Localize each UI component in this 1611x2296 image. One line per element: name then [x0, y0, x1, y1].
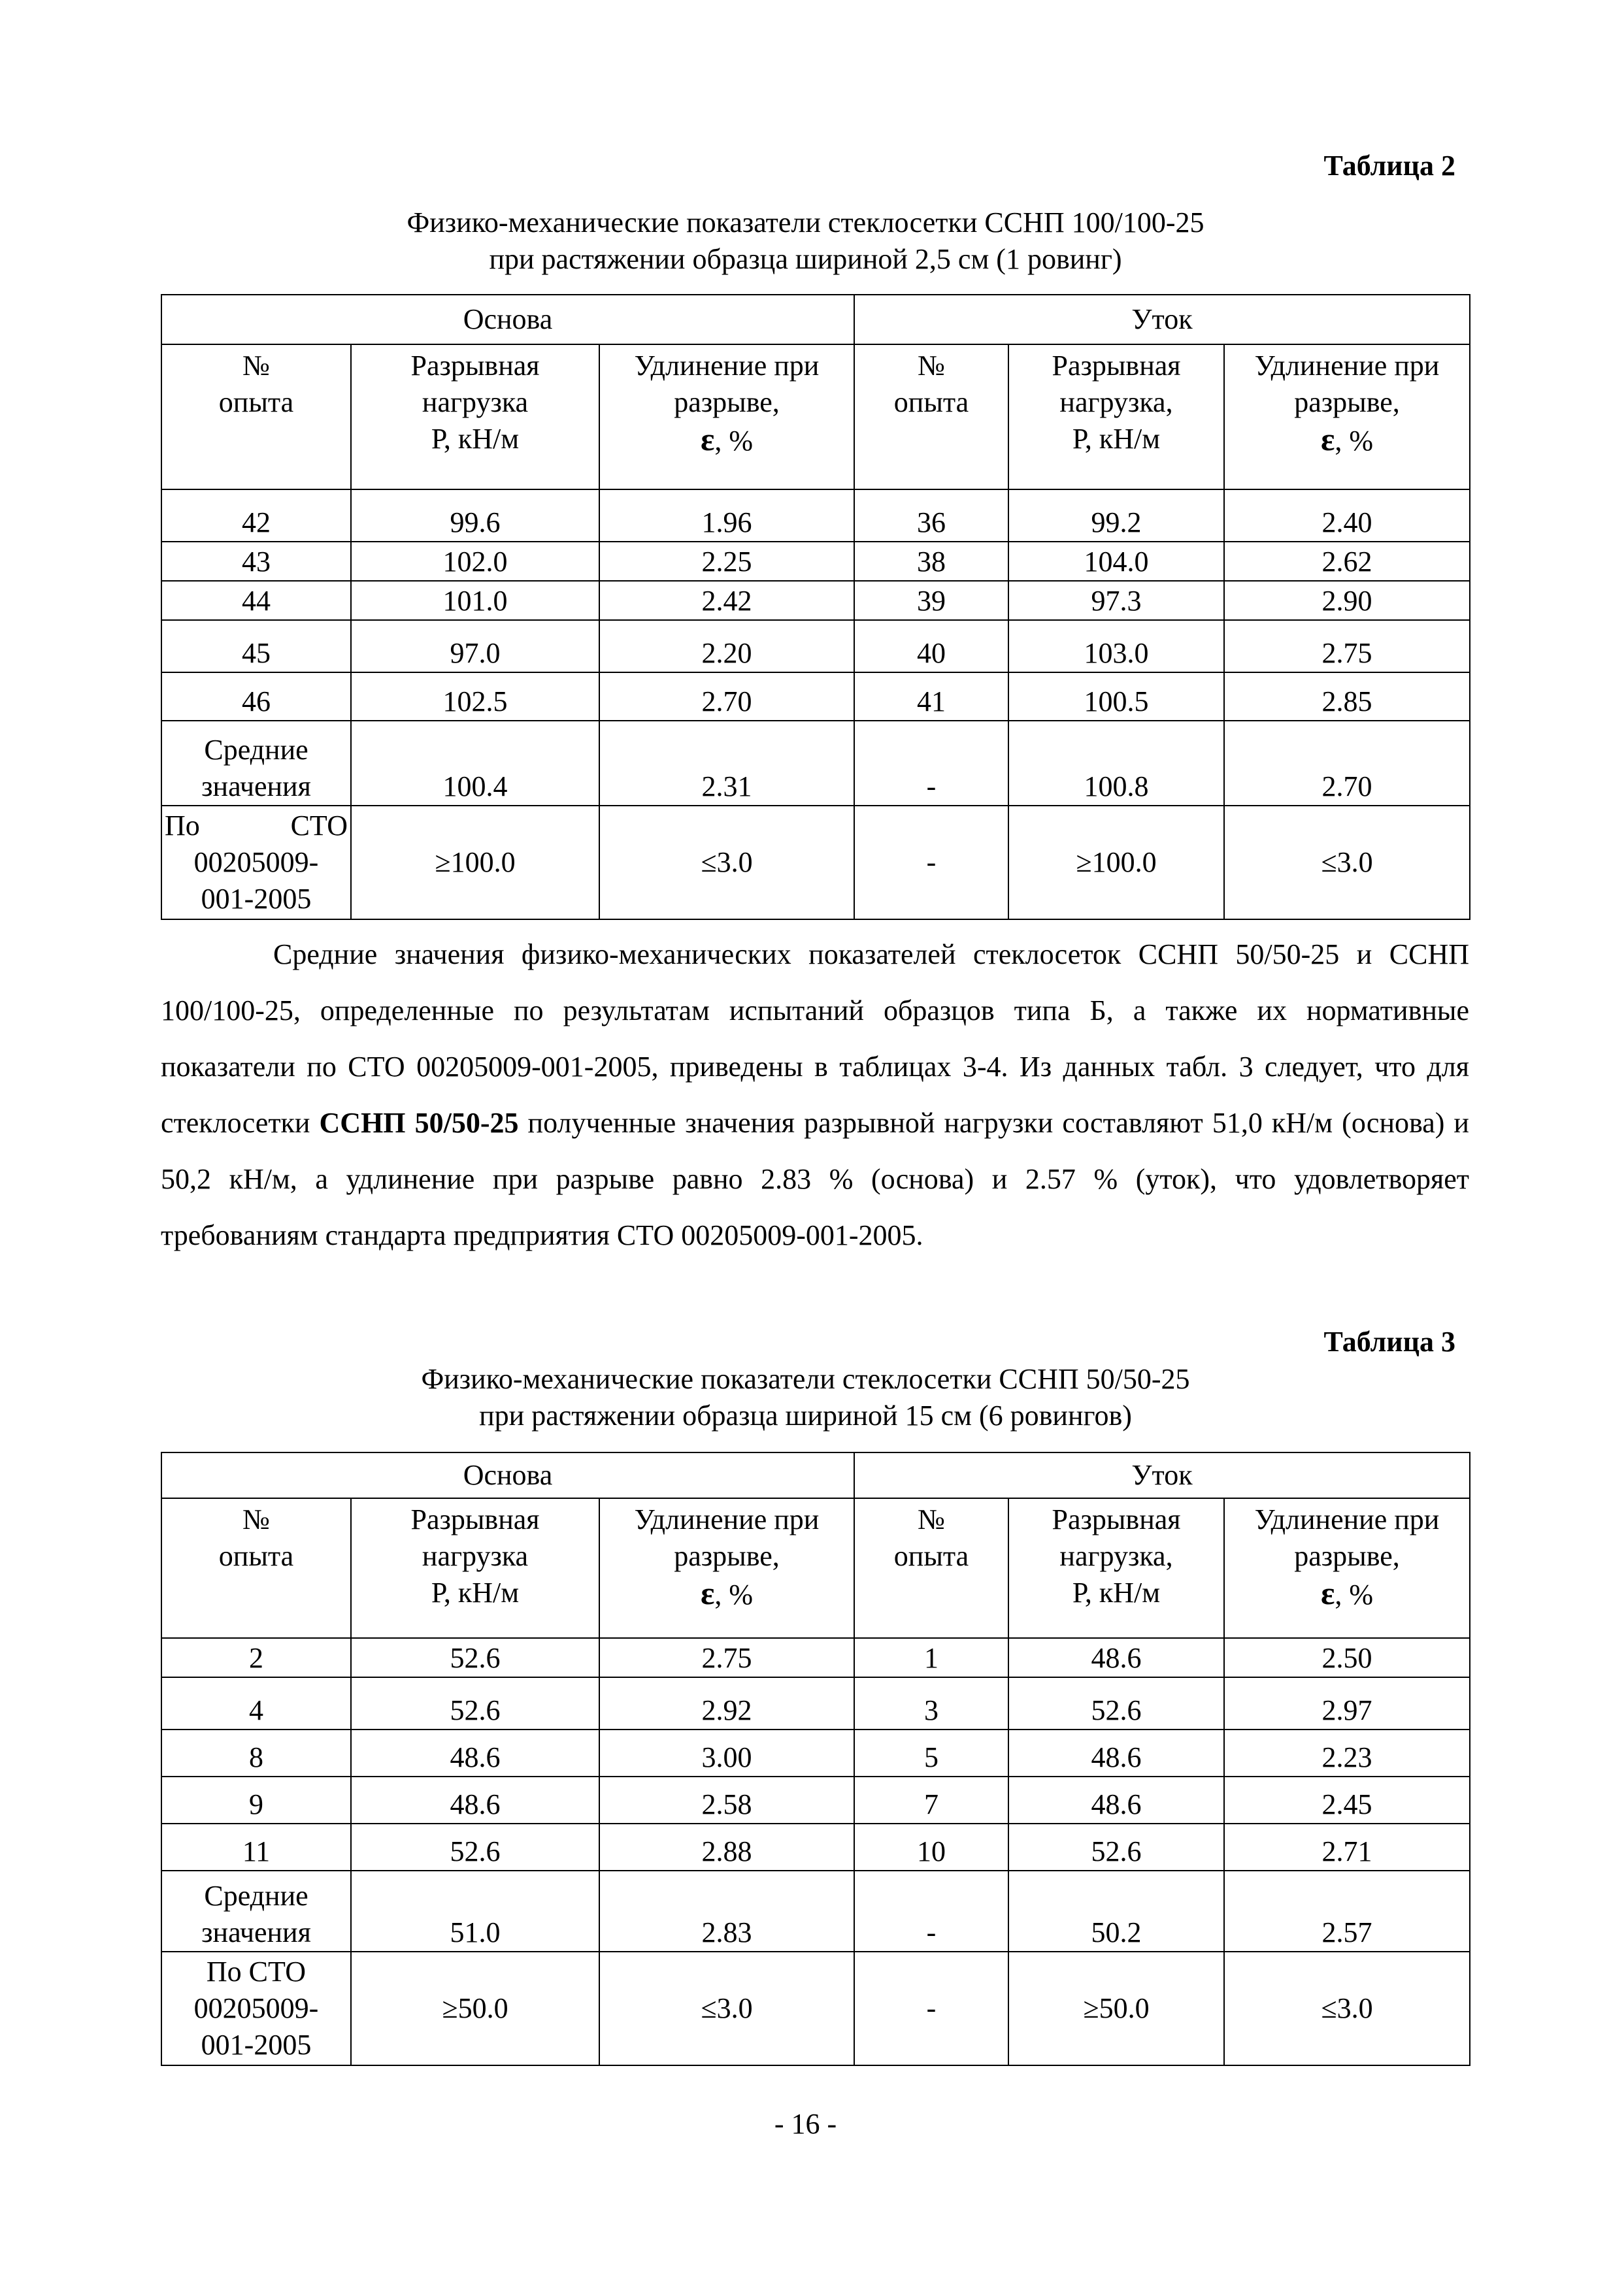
average-label: Средние значения [161, 1871, 351, 1952]
table2-caption-line2: при растяжении образца шириной 2,5 см (1 ровинг) [489, 243, 1122, 275]
table3-label: Таблица 3 [1323, 1326, 1455, 1358]
table-row-average: Средние значения 100.4 2.31 - 100.8 2.70 [161, 721, 1470, 806]
table-row: 46 102.5 2.70 41 100.5 2.85 [161, 672, 1470, 721]
table3-caption-line1: Физико-механические показатели стеклосетки ССНП 50/50-25 [421, 1363, 1190, 1395]
table-row: 8 48.6 3.00 5 48.6 2.23 [161, 1730, 1470, 1777]
table-row: 4 52.6 2.92 3 52.6 2.97 [161, 1677, 1470, 1730]
table3-header-elong-left: Удлинение при разрыве, ε, % [599, 1498, 854, 1638]
table3-header-elong-right: Удлинение при разрыве, ε, % [1224, 1498, 1470, 1638]
table-row: 11 52.6 2.88 10 52.6 2.71 [161, 1824, 1470, 1871]
table-row: 42 99.6 1.96 36 99.2 2.40 [161, 489, 1470, 542]
table2-header-load-left: Разрывная нагрузка Р, кН/м [351, 344, 599, 489]
table3-caption [0, 1361, 1611, 1434]
epsilon-symbol: ε [1320, 421, 1335, 457]
table2-caption [0, 205, 1611, 278]
table2-header-num-right: № опыта [854, 344, 1008, 489]
table3-header-num-right: № опыта [854, 1498, 1008, 1638]
table2 [161, 294, 1470, 920]
page-number: - 16 - [774, 2108, 837, 2140]
average-label: Средние значения [161, 721, 351, 806]
table-row: 45 97.0 2.20 40 103.0 2.75 [161, 620, 1470, 672]
table2-header-load-right: Разрывная нагрузка, Р, кН/м [1008, 344, 1224, 489]
table-row: 2 52.6 2.75 1 48.6 2.50 [161, 1638, 1470, 1677]
epsilon-symbol: ε [1320, 1575, 1335, 1611]
table2-header-elong-right: Удлинение при разрыве, ε, % [1224, 344, 1470, 489]
table3-header-load-left: Разрывная нагрузка Р, кН/м [351, 1498, 599, 1638]
table3-group-utok: Уток [854, 1452, 1470, 1498]
table3-group-osnova: Основа [161, 1452, 854, 1498]
table2-caption-line1: Физико-механические показатели стеклосетки ССНП 100/100-25 [407, 206, 1204, 238]
table3 [161, 1452, 1470, 2066]
epsilon-symbol: ε [700, 1575, 715, 1611]
standard-label: По СТО 00205009- 001-2005 [161, 1952, 351, 2065]
table2-label: Таблица 2 [1323, 150, 1455, 182]
table-row-average: Средние значения 51.0 2.83 - 50.2 2.57 [161, 1871, 1470, 1952]
table-row: 44 101.0 2.42 39 97.3 2.90 [161, 581, 1470, 620]
body-paragraph: Средние значения физико-механических показателей стеклосеток ССНП 50/50-25 и ССНП 100/100-25, определенные по результатам испытаний образцов типа Б, а также их нормативные показатели по СТО 00205009-001-2005, приведены в таблицах 3-4. Из данных табл. 3 следует, что для стеклосетки ССНП 50/50-25 полученные значения разрывной нагрузки составляют 51,0 кН/м (основа) и 50,2 кН/м, а удлинение при разрыве равно 2.83 % (основа) и 2.57 % (уток), что удовлетворяет требованиям стандарта предприятия СТО 00205009-001-2005. [161, 938, 1469, 1251]
table2-group-osnova: Основа [161, 295, 854, 344]
table2-group-utok: Уток [854, 295, 1470, 344]
epsilon-symbol: ε [700, 421, 715, 457]
table2-header-elong-left: Удлинение при разрыве, ε, % [599, 344, 854, 489]
standard-label: По СТО 00205009- 001-2005 [161, 806, 351, 919]
bold-product-name: ССНП 50/50-25 [319, 1107, 519, 1139]
table-row: 9 48.6 2.58 7 48.6 2.45 [161, 1777, 1470, 1824]
table3-header-load-right: Разрывная нагрузка, Р, кН/м [1008, 1498, 1224, 1638]
table3-caption-line2: при растяжении образца шириной 15 см (6 ровингов) [479, 1400, 1132, 1432]
table-row-standard: По СТО 00205009- 001-2005 ≥100.0 ≤3.0 - ≥100.0 ≤3.0 [161, 806, 1470, 919]
table3-header-num-left: № опыта [161, 1498, 351, 1638]
table-row: 43 102.0 2.25 38 104.0 2.62 [161, 542, 1470, 581]
table-row-standard: По СТО 00205009- 001-2005 ≥50.0 ≤3.0 - ≥50.0 ≤3.0 [161, 1952, 1470, 2065]
table2-header-num-left: № опыта [161, 344, 351, 489]
